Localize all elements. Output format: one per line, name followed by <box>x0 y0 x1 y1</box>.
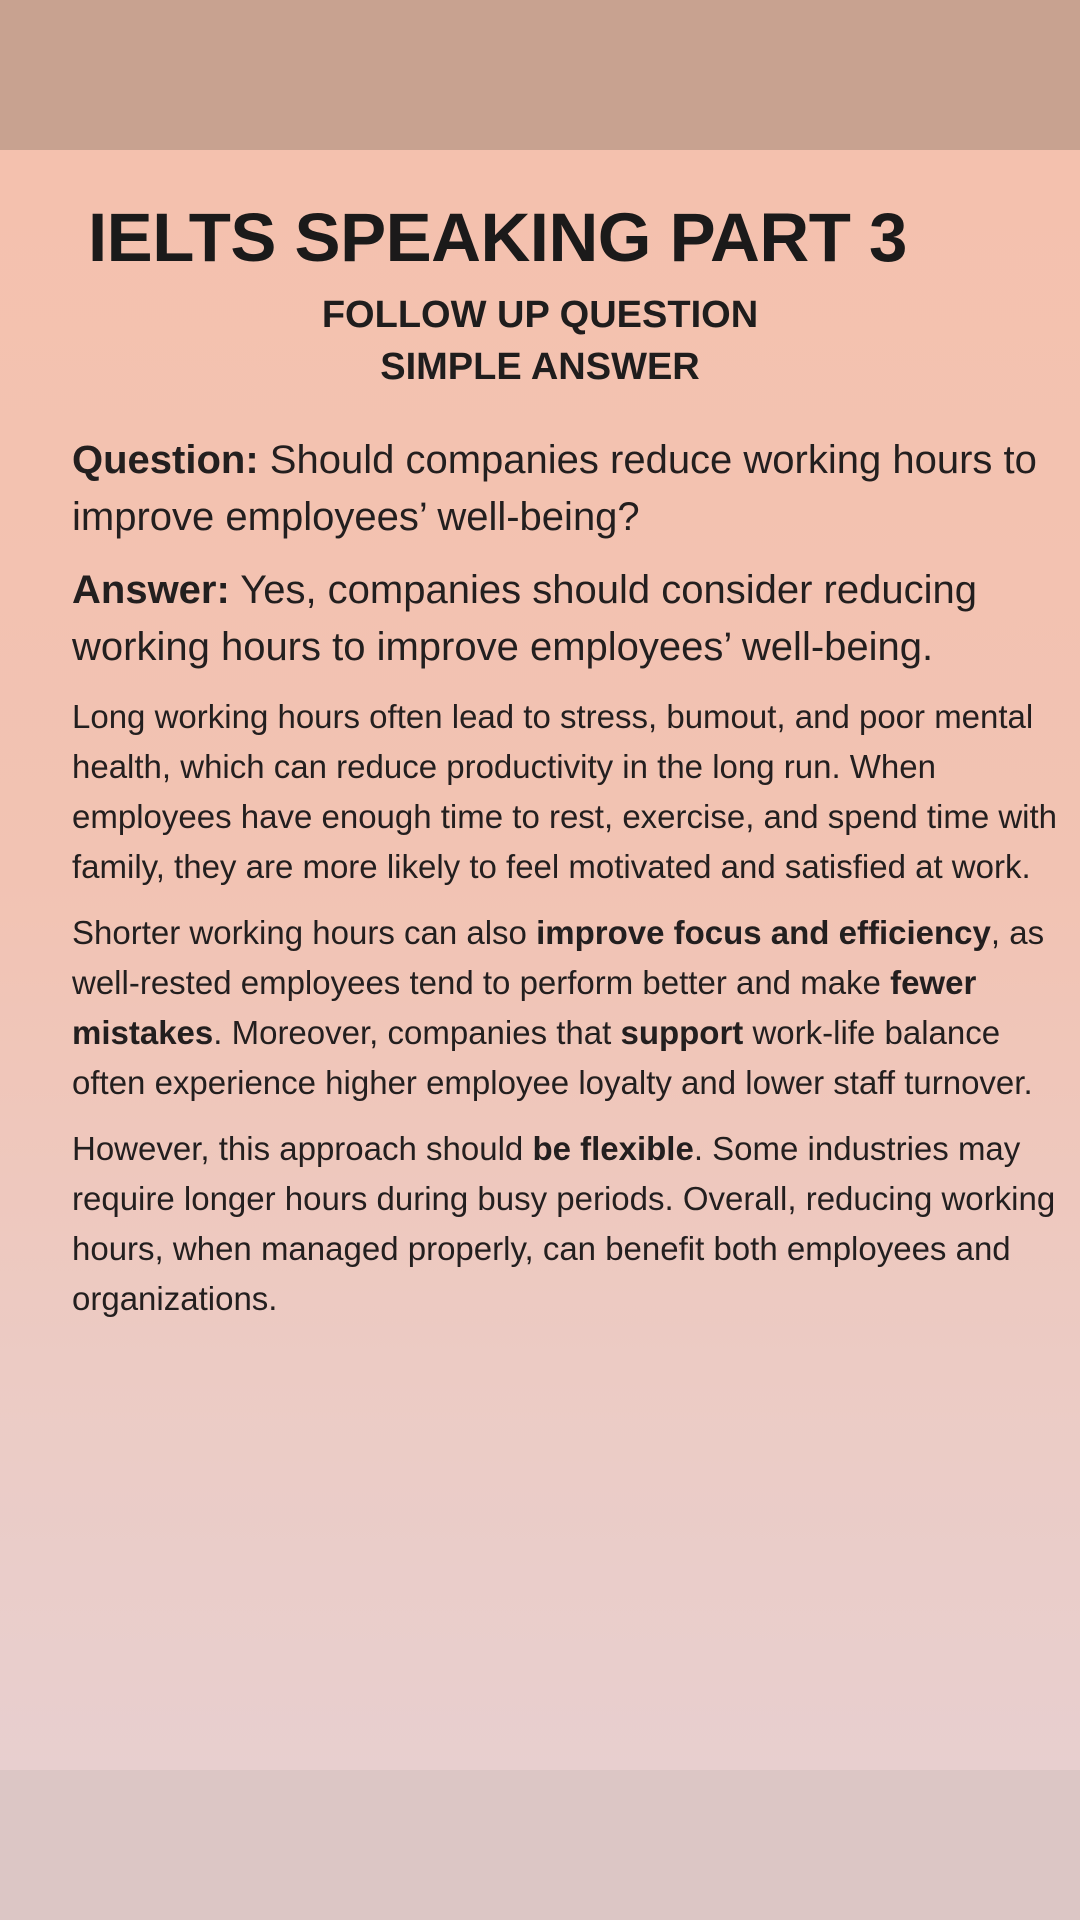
bottom-band <box>0 1770 1080 1920</box>
answer-block <box>72 562 1062 676</box>
top-band <box>0 0 1080 150</box>
question-block <box>72 432 1062 546</box>
page-title: IELTS SPEAKING PART 3 <box>88 199 907 276</box>
paragraph-flexible-part2: . Some industries may require longer hours during busy periods. Overall, reducing working hours, when managed properly, can benefit both employees and organizations. <box>72 1130 1056 1317</box>
highlight-support: support <box>620 1014 744 1051</box>
question-label: Question: <box>72 438 259 482</box>
highlight-fewer-mistakes: fewer mistakes <box>72 964 977 1051</box>
content-body <box>72 432 1062 1340</box>
paragraph-stress: Long working hours often lead to stress, bumout, and poor mental health, which can reduce productivity in the long run. When employees have enough time to rest, exercise, and spend time with family, they are more likely to feel motivated and satisfied at work. <box>72 698 1058 885</box>
subtitle-follow-up: FOLLOW UP QUESTION <box>321 294 759 336</box>
highlight-focus-efficiency: improve focus and efficiency <box>536 914 991 951</box>
paragraph-focus-part3: . Moreover, companies that <box>213 1014 621 1051</box>
highlight-be-flexible: be flexible <box>532 1130 694 1167</box>
paragraph-flexible <box>72 1124 1062 1324</box>
question-text: Should companies reduce working hours to improve employees’ well-being? <box>72 438 1037 539</box>
answer-text: Yes, companies should consider reducing working hours to improve employees’ well-being. <box>72 568 977 669</box>
subtitle-simple-answer: SIMPLE ANSWER <box>380 346 700 388</box>
answer-label: Answer: <box>72 568 230 612</box>
paragraph-focus <box>72 908 1062 1108</box>
paragraph-focus-part1: Shorter working hours can also <box>72 914 537 951</box>
paragraph-focus-part4: work-life balance often experience higher employee loyalty and lower staff turnover. <box>72 1014 1033 1101</box>
paragraph-flexible-part1: However, this approach should <box>72 1130 533 1167</box>
paragraph-focus-part2: , as well-rested employees tend to perform better and make <box>72 914 1045 1001</box>
